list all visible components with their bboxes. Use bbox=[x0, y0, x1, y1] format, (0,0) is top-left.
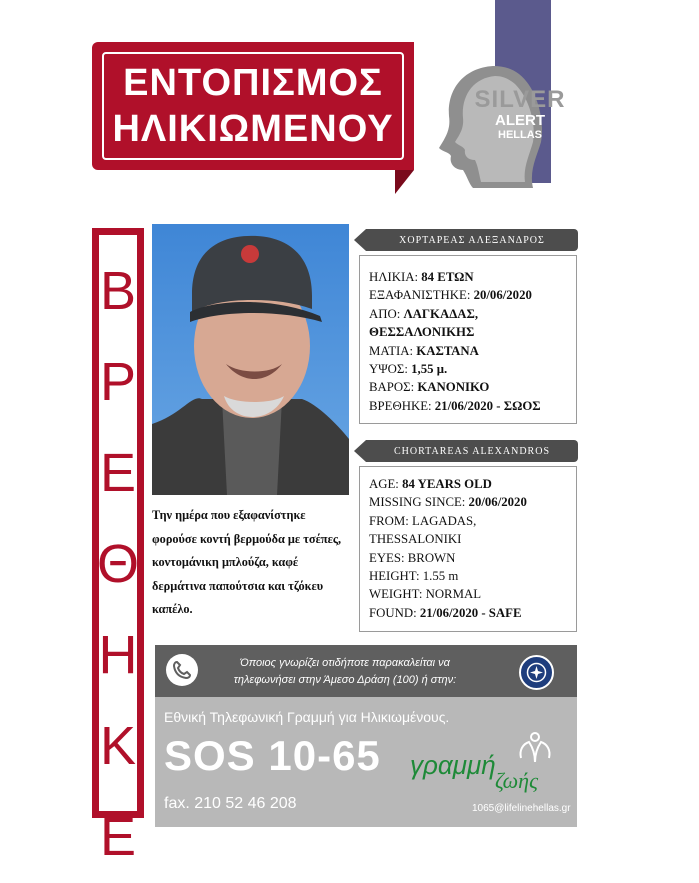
info-value: 84 YEARS OLD bbox=[402, 477, 492, 491]
info-label: AGE: bbox=[369, 477, 403, 491]
info-label: ΑΠΟ: bbox=[369, 306, 404, 321]
english-name-tab: CHORTAREAS ALEXANDROS bbox=[366, 440, 578, 462]
info-value: 20/06/2020 bbox=[468, 495, 527, 510]
silver-alert-logo bbox=[470, 86, 570, 141]
greek-info-box bbox=[359, 255, 577, 424]
title-line-1: ΕΝΤΟΠΙΣΜΟΣ bbox=[123, 62, 383, 104]
found-letter: Θ bbox=[97, 534, 140, 594]
info-value: ΚΑΣΤΑΝΑ bbox=[416, 343, 479, 358]
info-label: FROM: LAGADAS, bbox=[369, 513, 477, 528]
info-label: THESSALONIKI bbox=[369, 532, 462, 547]
logo-hellas: HELLAS bbox=[498, 129, 542, 141]
info-value: ΘΕΣΣΑΛΟΝΙΚΗΣ bbox=[369, 325, 475, 340]
fax-number: fax. 210 52 46 208 bbox=[164, 795, 297, 812]
info-value: ΚΑΝΟΝΙΚΟ bbox=[417, 380, 490, 395]
info-label: ΗΛΙΚΙΑ: bbox=[369, 270, 422, 284]
greek-name-tab: ΧΟΡΤΑΡΕΑΣ ΑΛΕΞΑΝΔΡΟΣ bbox=[366, 229, 578, 251]
logo-alert: ALERT bbox=[495, 112, 545, 129]
info-value: 21/06/2020 - SAFE bbox=[419, 605, 522, 620]
helpline-name: Εθνική Τηλεφωνική Γραμμή για Ηλικιωμένους. bbox=[164, 709, 450, 725]
info-row bbox=[369, 567, 576, 585]
info-row bbox=[369, 475, 576, 493]
found-letter: Κ bbox=[99, 716, 137, 776]
email-address[interactable]: 1065@lifelinehellas.gr bbox=[472, 803, 571, 814]
english-info-box bbox=[359, 466, 577, 632]
call-line-1: Όποιος γνωρίζει οτιδήποτε παρακαλείται να bbox=[240, 657, 450, 669]
info-value: 1,55 μ. bbox=[411, 362, 448, 377]
info-row bbox=[369, 493, 576, 511]
info-label: HEIGHT: 1.55 m bbox=[369, 569, 459, 584]
banner-fold bbox=[395, 170, 414, 194]
person-photo bbox=[152, 224, 349, 495]
info-label: ΒΑΡΟΣ: bbox=[369, 380, 418, 395]
found-letter: Ε bbox=[99, 807, 137, 867]
info-label: ΥΨΟΣ: bbox=[369, 362, 412, 377]
info-row bbox=[369, 549, 576, 567]
info-value: 84 ΕΤΩΝ bbox=[421, 270, 474, 284]
info-label: ΒΡΕΘΗΚΕ: bbox=[369, 398, 435, 413]
hands-icon bbox=[515, 728, 555, 768]
info-row bbox=[369, 268, 576, 286]
info-value: 21/06/2020 - ΣΩΟΣ bbox=[434, 398, 541, 413]
header-title bbox=[102, 52, 404, 160]
info-label: FOUND: bbox=[369, 605, 420, 620]
lifeline-logo-word-1: γραμμή bbox=[410, 750, 496, 780]
info-row bbox=[369, 305, 576, 323]
info-label: WEIGHT: NORMAL bbox=[369, 587, 482, 602]
sos-number[interactable]: SOS 10-65 bbox=[164, 732, 381, 779]
phone-icon bbox=[166, 654, 198, 686]
info-row bbox=[369, 512, 576, 530]
info-label: EYES: BROWN bbox=[369, 550, 456, 565]
info-row bbox=[369, 397, 576, 415]
info-row bbox=[369, 342, 576, 360]
info-row bbox=[369, 604, 576, 622]
info-row bbox=[369, 530, 576, 548]
info-row bbox=[369, 360, 576, 378]
info-value: ΛΑΓΚΑΔΑΣ, bbox=[403, 306, 479, 321]
call-instructions bbox=[205, 655, 485, 689]
info-row bbox=[369, 323, 576, 341]
info-row bbox=[369, 286, 576, 304]
found-letter: Ρ bbox=[99, 352, 137, 412]
title-line-2: ΗΛΙΚΙΩΜΕΝΟΥ bbox=[112, 108, 394, 150]
info-row bbox=[369, 585, 576, 603]
found-word bbox=[98, 246, 138, 883]
lifeline-logo-word-2: ζωής bbox=[495, 768, 539, 793]
description-text: Την ημέρα που εξαφανίστηκε φορούσε κοντή βερμούδα με τσέπες, κοντομάνικη μπλούζα, καφέ δερμάτινα παπούτσια και τζόκευ καπέλο. bbox=[152, 508, 342, 616]
logo-silver: SILVER bbox=[474, 86, 566, 113]
found-letter: Ε bbox=[99, 443, 137, 503]
found-letter: Η bbox=[98, 625, 138, 685]
info-label: MISSING SINCE: bbox=[369, 495, 469, 510]
info-label: ΜΑΤΙΑ: bbox=[369, 343, 417, 358]
info-value: 20/06/2020 bbox=[473, 288, 532, 303]
call-line-2: τηλεφωνήσει στην Άμεσο Δράση (100) ή στην: bbox=[233, 674, 457, 686]
police-badge-icon bbox=[519, 655, 554, 690]
info-label: ΕΞΑΦΑΝΙΣΤΗΚΕ: bbox=[369, 288, 474, 303]
found-letter: Β bbox=[99, 261, 137, 321]
info-row bbox=[369, 378, 576, 396]
